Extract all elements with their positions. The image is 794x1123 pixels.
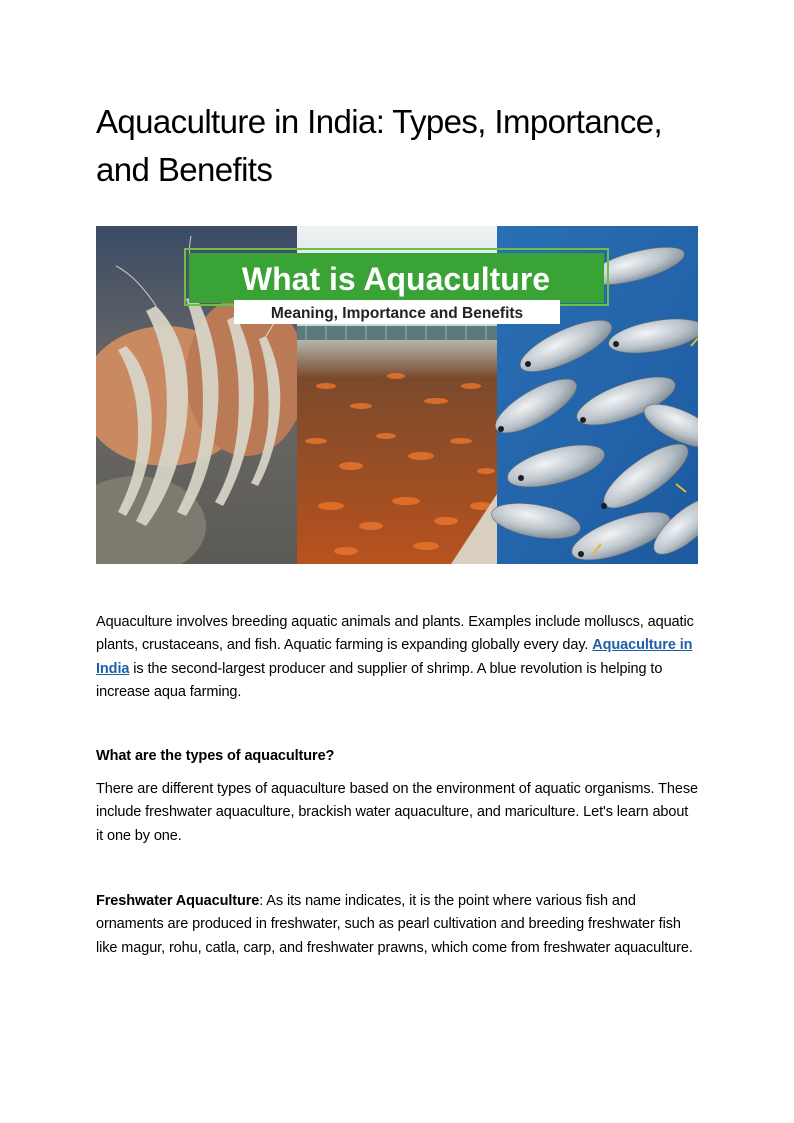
intro-paragraph: [96, 611, 698, 704]
page-title: Aquaculture in India: Types, Importance, and Benefits: [96, 103, 663, 188]
intro-text-after: is the second-largest producer and supplier of shrimp. A blue revolution is helping to increase aqua farming.: [96, 660, 663, 700]
freshwater-text: : As its name indicates, it is the point where various fish and ornaments are produced in freshwater, such as pearl cultivation and breeding freshwater fish like magur, rohu, catla, carp, and freshwater prawns, which come from freshwater aquaculture.: [96, 893, 693, 956]
freshwater-label: Freshwater Aquaculture: [96, 893, 260, 909]
types-heading: What are the types of aquaculture?: [96, 748, 335, 764]
banner-subtitle: Meaning, Importance and Benefits: [270, 305, 524, 322]
freshwater-paragraph: [96, 890, 698, 960]
banner-title: What is Aquaculture: [241, 261, 551, 297]
aquaculture-in-india-link[interactable]: Aquaculture in India: [96, 637, 693, 677]
types-paragraph: There are different types of aquaculture based on the environment of aquatic organisms. These include freshwater aquaculture, brackish water aquaculture, and mariculture. Let's learn about it one by one.: [96, 781, 698, 844]
intro-text-before: Aquaculture involves breeding aquatic animals and plants. Examples include molluscs, aquatic plants, crustaceans, and fish. Aquatic farming is expanding globally every day.: [96, 614, 694, 654]
hero-image: [96, 226, 698, 564]
